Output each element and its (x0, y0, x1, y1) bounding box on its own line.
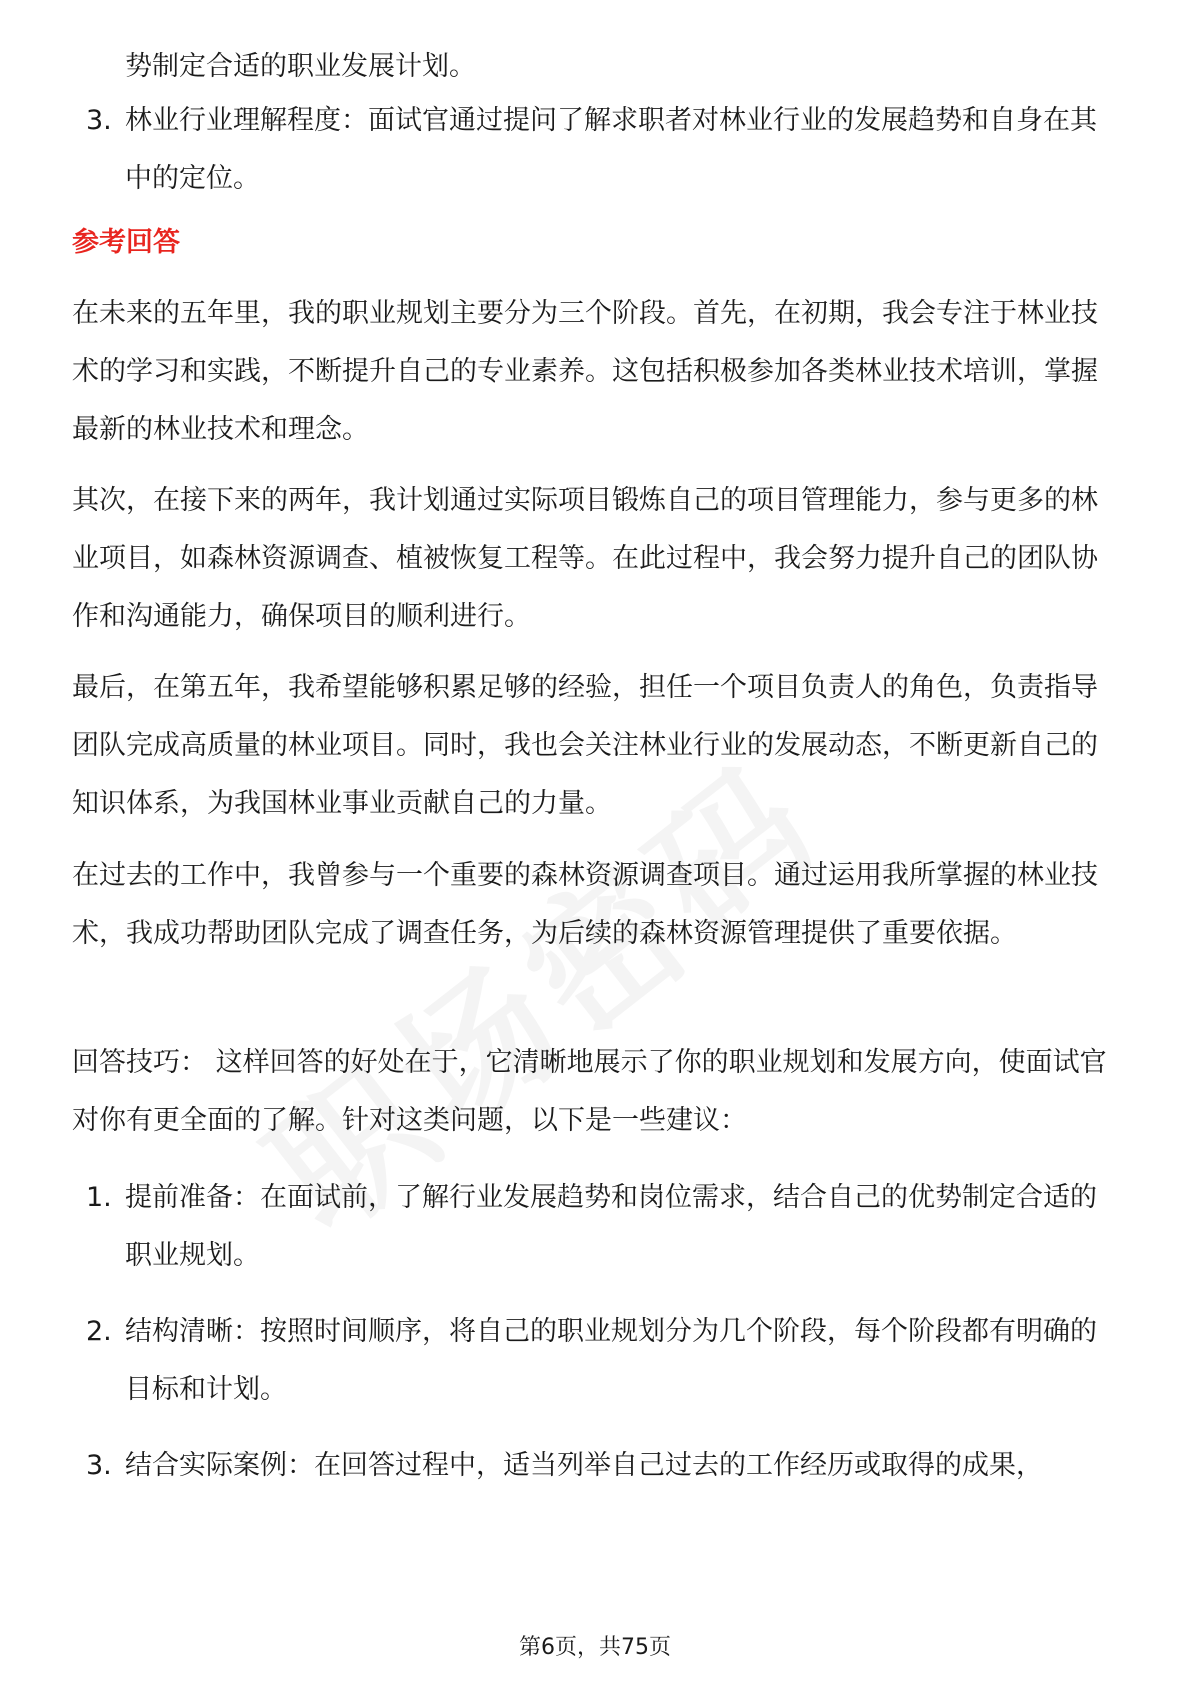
list-item (72, 1437, 1122, 1495)
paragraph: 最后，在第五年，我希望能够积累足够的经验，担任一个项目负责人的角色，负责指导团队完成高质量的林业项目。同时，我也会关注林业行业的发展动态，不断更新自己的知识体系，为我国林业事业贡献自己的力量。 (72, 672, 1098, 819)
list-item (72, 1169, 1122, 1285)
list-number: 1. (86, 1182, 112, 1213)
paragraph: 其次，在接下来的两年，我计划通过实际项目锻炼自己的项目管理能力，参与更多的林业项目，如森林资源调查、植被恢复工程等。在此过程中，我会努力提升自己的团队协作和沟通能力，确保项目的顺利进行。 (72, 485, 1098, 632)
list-number: 2. (86, 1316, 112, 1347)
paragraph: 回答技巧： 这样回答的好处在于，它清晰地展示了你的职业规划和发展方向，使面试官对你有更全面的了解。针对这类问题，以下是一些建议： (72, 1047, 1107, 1136)
continuation-text: 势制定合适的职业发展计划。 (125, 51, 476, 82)
section-heading: 参考回答 (72, 227, 180, 258)
list-text: 结合实际案例：在回答过程中，适当列举自己过去的工作经历或取得的成果， (125, 1450, 1043, 1481)
list-text: 结构清晰：按照时间顺序，将自己的职业规划分为几个阶段，每个阶段都有明确的目标和计划。 (125, 1316, 1097, 1405)
list-number: 3. (86, 1450, 112, 1481)
list-number: 3. (86, 105, 112, 136)
page-number-footer: 第6页，共75页 (519, 1635, 671, 1660)
paragraph: 在未来的五年里，我的职业规划主要分为三个阶段。首先，在初期，我会专注于林业技术的学习和实践，不断提升自己的专业素养。这包括积极参加各类林业技术培训，掌握最新的林业技术和理念。 (72, 298, 1098, 445)
list-item (72, 92, 1122, 208)
list-item (72, 1303, 1122, 1419)
list-text: 林业行业理解程度：面试官通过提问了解求职者对林业行业的发展趋势和自身在其中的定位。 (125, 105, 1097, 194)
paragraph: 在过去的工作中，我曾参与一个重要的森林资源调查项目。通过运用我所掌握的林业技术，我成功帮助团队完成了调查任务，为后续的森林资源管理提供了重要依据。 (72, 860, 1098, 949)
list-text: 提前准备：在面试前，了解行业发展趋势和岗位需求，结合自己的优势制定合适的职业规划。 (125, 1182, 1097, 1271)
